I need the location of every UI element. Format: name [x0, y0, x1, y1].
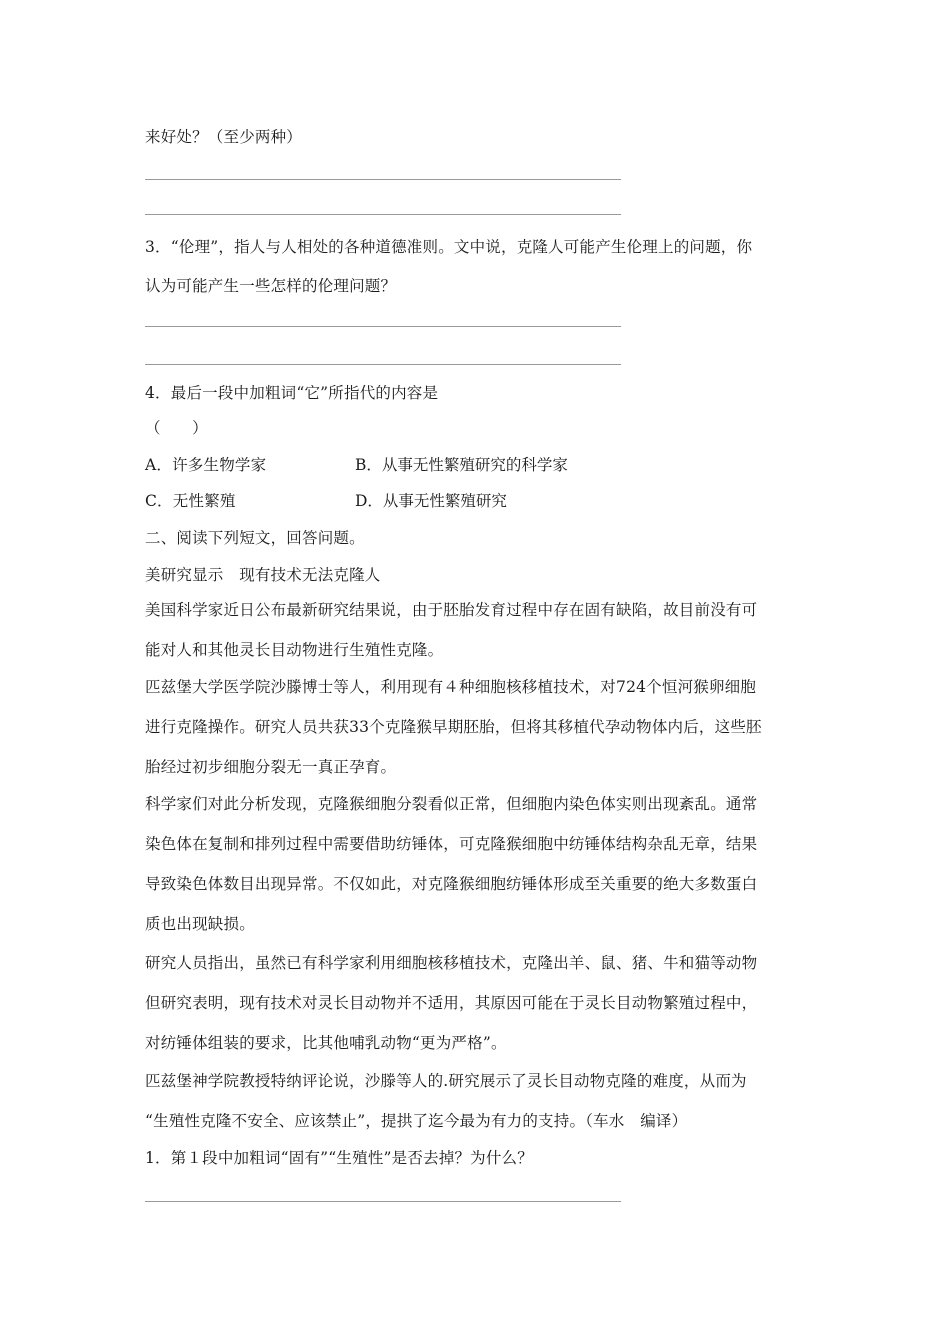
paragraph-4-line: 对纺锤体组装的要求，比其他哺乳动物“更为严格”。 — [145, 1034, 507, 1052]
paragraph-1-line: 能对人和其他灵长目动物进行生殖性克隆。 — [145, 641, 444, 659]
paragraph-3-line: 科学家们对此分析发现，克隆猴细胞分裂看似正常，但细胞内染色体实则出现紊乱。通常 — [145, 795, 758, 813]
paragraph-2-line: 进行克隆操作。研究人员共获33个克隆猴早期胚胎，但将其移植代孕动物体内后，这些胚 — [145, 718, 762, 736]
paragraph-4-line: 研究人员指出，虽然已有科学家利用细胞核移植技术，克隆出羊、鼠、猪、牛和猫等动物 — [145, 954, 758, 972]
option-c[interactable]: C．无性繁殖 — [145, 492, 236, 510]
paragraph-2-line: 匹兹堡大学医学院沙滕博士等人，利用现有４种细胞核移植技术，对724个恒河猴卵细胞 — [145, 678, 757, 696]
question-4-stem: 4．最后一段中加粗词“它”所指代的内容是 — [145, 384, 439, 402]
answer-line[interactable] — [145, 179, 621, 180]
question-2-tail: 来好处？（至少两种） — [145, 128, 303, 146]
question-1: 1．第１段中加粗词“固有”“生殖性”是否去掉？为什么？ — [145, 1149, 533, 1167]
question-3-line-1: 3．“伦理”，指人与人相处的各种道德准则。文中说，克隆人可能产生伦理上的问题，你 — [145, 238, 753, 256]
section-heading: 二、阅读下列短文，回答问题。 — [145, 529, 365, 547]
option-b[interactable]: B．从事无性繁殖研究的科学家 — [355, 456, 568, 474]
option-a[interactable]: A．许多生物学家 — [145, 456, 267, 474]
paragraph-4-line: 但研究表明，现有技术对灵长目动物并不适用，其原因可能在于灵长目动物繁殖过程中， — [145, 994, 758, 1012]
paragraph-3-line: 质也出现缺损。 — [145, 915, 255, 933]
paragraph-5-line: “生殖性克隆不安全、应该禁止”，提拱了迄今最为有力的支持。（车水 编译） — [145, 1112, 688, 1130]
question-3-line-2: 认为可能产生一些怎样的伦理问题？ — [145, 277, 397, 295]
answer-line[interactable] — [145, 326, 621, 327]
article-title: 美研究显示 现有技术无法克隆人 — [145, 566, 381, 584]
paragraph-5-line: 匹兹堡神学院教授特纳评论说，沙滕等人的.研究展示了灵长目动物克隆的难度，从而为 — [145, 1072, 747, 1090]
question-4-paren: （ ） — [145, 419, 208, 437]
answer-line[interactable] — [145, 1201, 621, 1202]
option-d[interactable]: D．从事无性繁殖研究 — [355, 492, 507, 510]
paragraph-2-line: 胎经过初步细胞分裂无一真正孕育。 — [145, 758, 397, 776]
paragraph-3-line: 染色体在复制和排列过程中需要借助纺锤体，可克隆猴细胞中纺锤体结构杂乱无章，结果 — [145, 835, 758, 853]
paragraph-1-line: 美国科学家近日公布最新研究结果说，由于胚胎发育过程中存在固有缺陷，故目前没有可 — [145, 601, 758, 619]
paragraph-3-line: 导致染色体数目出现异常。不仅如此，对克隆猴细胞纺锤体形成至关重要的绝大多数蛋白 — [145, 875, 758, 893]
answer-line[interactable] — [145, 364, 621, 365]
answer-line[interactable] — [145, 214, 621, 215]
